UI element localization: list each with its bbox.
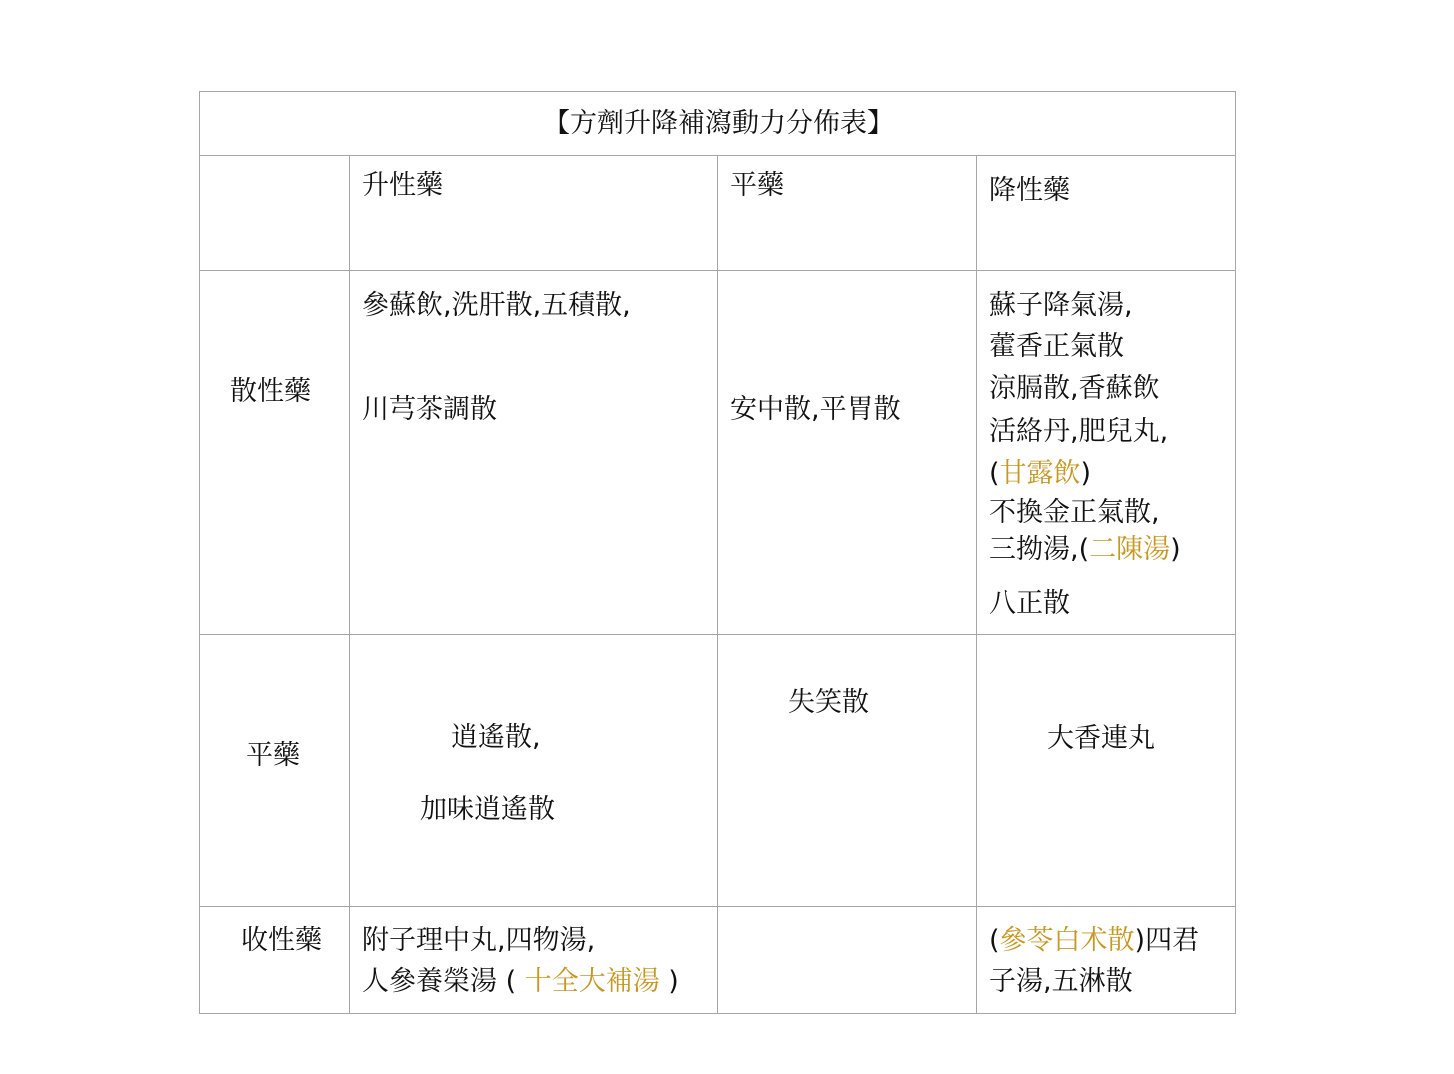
column-divider	[976, 155, 977, 1013]
cell-text: 失笑散	[788, 687, 869, 718]
cell-text: 蘇子降氣湯,	[989, 290, 1133, 321]
highlighted-formula: 十全大補湯	[524, 966, 660, 997]
paren: (	[989, 458, 1000, 489]
paren: (	[989, 925, 1000, 956]
row-label-neutral: 平藥	[246, 740, 300, 771]
cell-text: 附子理中丸,四物湯,	[362, 925, 596, 956]
cell-text: 參蘇飲,洗肝散,五積散,	[362, 290, 631, 321]
header-descending: 降性藥	[989, 175, 1070, 206]
cell-text-line	[362, 968, 679, 995]
table-title: 【方劑升降補瀉動力分佈表】	[543, 108, 894, 139]
cell-text: 三拗湯,(	[989, 534, 1090, 565]
cell-text: 涼膈散,香蘇飲	[989, 373, 1160, 404]
header-neutral: 平藥	[730, 170, 784, 201]
cell-text: 大香連丸	[1047, 723, 1155, 754]
cell-text-line	[989, 460, 1091, 487]
cell-text: 不換金正氣散,	[989, 497, 1160, 528]
row-label-dispersing: 散性藥	[230, 376, 311, 407]
cell-text: 逍遙散,	[451, 722, 541, 753]
formula-distribution-table	[199, 91, 1236, 1014]
cell-text: 藿香正氣散	[989, 331, 1124, 362]
cell-text: 活絡丹,肥兒丸,	[989, 416, 1169, 447]
cell-text: 加味逍遙散	[420, 794, 555, 825]
column-divider	[349, 155, 350, 1013]
header-ascending: 升性藥	[362, 170, 443, 201]
paren: )	[1080, 458, 1092, 489]
paren: )	[1170, 534, 1181, 565]
cell-text: 川芎茶調散	[362, 394, 497, 425]
column-divider	[717, 155, 718, 1013]
cell-text: 人參養榮湯 (	[362, 966, 525, 997]
cell-text: 安中散,平胃散	[730, 394, 901, 425]
cell-text: 八正散	[989, 588, 1070, 619]
cell-text-line	[989, 536, 1181, 563]
highlighted-formula: 參苓白术散	[999, 925, 1135, 956]
cell-text-line	[989, 927, 1199, 954]
highlighted-formula: 二陳湯	[1089, 534, 1171, 565]
paren: )	[659, 966, 679, 997]
row-label-astringent: 收性藥	[241, 925, 322, 956]
cell-text: 子湯,五淋散	[989, 966, 1133, 997]
cell-text: )四君	[1134, 925, 1200, 956]
highlighted-formula: 甘露飲	[999, 458, 1081, 489]
